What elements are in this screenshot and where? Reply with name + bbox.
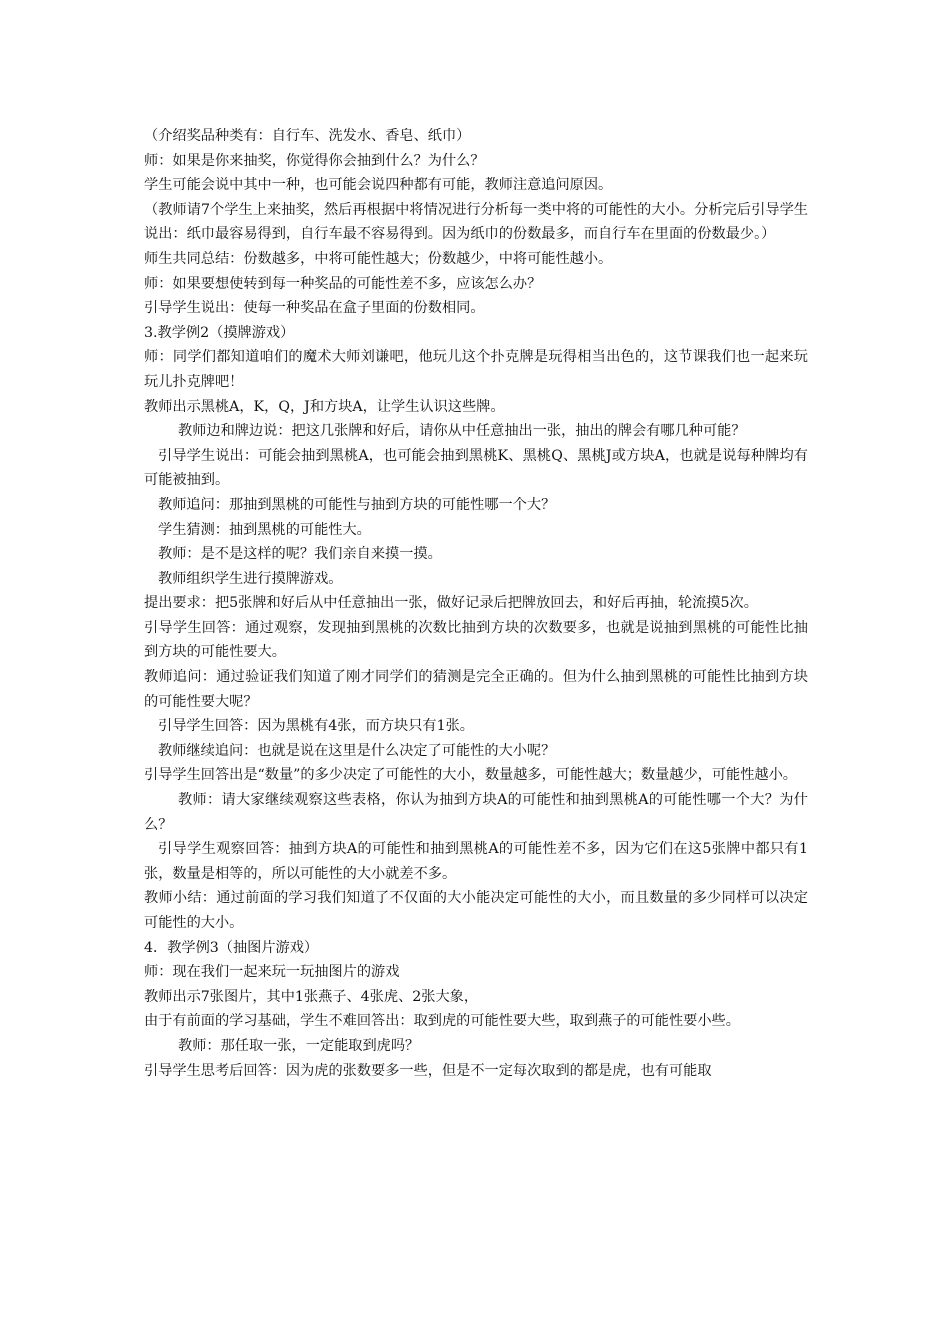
paragraph-31: 引导学生思考后回答：因为虎的张数要多一些，但是不一定每次取到的都是虎，也有可能取	[144, 1062, 712, 1079]
paragraph-25: 教师小结：通过前面的学习我们知道了不仅面的大小能决定可能性的大小，而且数量的多少同样可以决定可能性的大小。	[144, 890, 808, 931]
paragraph-14: 学生猜测：抽到黑桃的可能性大。	[158, 521, 371, 538]
paragraph-26: 4．教学例3（抽图片游戏）	[144, 939, 319, 956]
paragraph-13: 教师追问：那抽到黑桃的可能性与抽到方块的可能性哪一个大？	[158, 496, 556, 513]
paragraph-23: 教师：请大家继续观察这些表格，你认为抽到方块A的可能性和抽到黑桃A的可能性哪一个大？为什么？	[144, 792, 808, 833]
paragraph-30: 教师：那任取一张，一定能取到虎吗？	[178, 1037, 420, 1054]
paragraph-19: 教师追问：通过验证我们知道了刚才同学们的猜测是完全正确的。但为什么抽到黑桃的可能性比抽到方块的可能性要大呢？	[144, 669, 808, 710]
paragraph-10: 教师出示黑桃A，K，Q，J和方块A，让学生认识这些牌。	[144, 398, 505, 415]
paragraph-6: 师：如果要想使转到每一种奖品的可能性差不多，应该怎么办？	[144, 275, 542, 292]
paragraph-22: 引导学生回答出是“数量”的多少决定了可能性的大小，数量越多，可能性越大；数量越少，可能性越小。	[144, 767, 797, 784]
paragraph-12: 引导学生说出：可能会抽到黑桃A，也可能会抽到黑桃K、黑桃Q、黑桃J或方块A，也就是说每种牌均有可能被抽到。	[144, 447, 808, 489]
paragraph-28: 教师出示7张图片，其中1张燕子、4张虎、2张大象，	[144, 988, 479, 1005]
paragraph-27: 师：现在我们一起来玩一玩抽图片的游戏	[144, 964, 400, 981]
paragraph-1: （介绍奖品种类有：自行车、洗发水、香皂、纸巾）	[144, 128, 471, 144]
paragraph-24: 引导学生观察回答：抽到方块A的可能性和抽到黑桃A的可能性差不多，因为它们在这5张牌中都只有1张，数量是相等的，所以可能性的大小就差不多。	[144, 841, 808, 882]
paragraph-18: 引导学生回答：通过观察，发现抽到黑桃的次数比抽到方块的次数要多，也就是说抽到黑桃的可能性比抽到方块的可能性要大。	[144, 619, 808, 661]
paragraph-3: 学生可能会说中其中一种，也可能会说四种都有可能，教师注意追问原因。	[144, 177, 613, 194]
document-page	[144, 124, 808, 1083]
paragraph-2: 师：如果是你来抽奖，你觉得你会抽到什么？为什么？	[144, 152, 485, 169]
paragraph-9: 师：同学们都知道咱们的魔术大师刘谦吧，他玩儿这个扑克牌是玩得相当出色的，这节课我们也一起来玩玩儿扑克牌吧！	[144, 349, 808, 390]
paragraph-7: 引导学生说出：使每一种奖品在盒子里面的份数相同。	[144, 300, 485, 317]
paragraph-29: 由于有前面的学习基础，学生不难回答出：取到虎的可能性要大些，取到燕子的可能性要小些。	[144, 1013, 740, 1030]
paragraph-8: 3.教学例2（摸牌游戏）	[144, 324, 295, 341]
paragraph-21: 教师继续追问：也就是说在这里是什么决定了可能性的大小呢？	[158, 742, 556, 759]
paragraph-20: 引导学生回答：因为黑桃有4张，而方块只有1张。	[158, 718, 474, 735]
paragraph-15: 教师：是不是这样的呢？我们亲自来摸一摸。	[158, 546, 442, 563]
paragraph-5: 师生共同总结：份数越多，中将可能性越大；份数越少，中将可能性越小。	[144, 250, 613, 267]
paragraph-11: 教师边和牌边说：把这几张牌和好后，请你从中任意抽出一张，抽出的牌会有哪几种可能？	[178, 423, 746, 440]
paragraph-17: 提出要求：把5张牌和好后从中任意抽出一张，做好记录后把牌放回去，和好后再抽，轮流摸5次。	[144, 595, 758, 612]
paragraph-16: 教师组织学生进行摸牌游戏。	[158, 570, 343, 587]
paragraph-4: （教师请7个学生上来抽奖，然后再根据中将情况进行分析每一类中将的可能性的大小。分析完后引导学生说出：纸巾最容易得到，自行车最不容易得到。因为纸巾的份数最多，而自行车在里面的份数最少。）	[144, 201, 808, 243]
